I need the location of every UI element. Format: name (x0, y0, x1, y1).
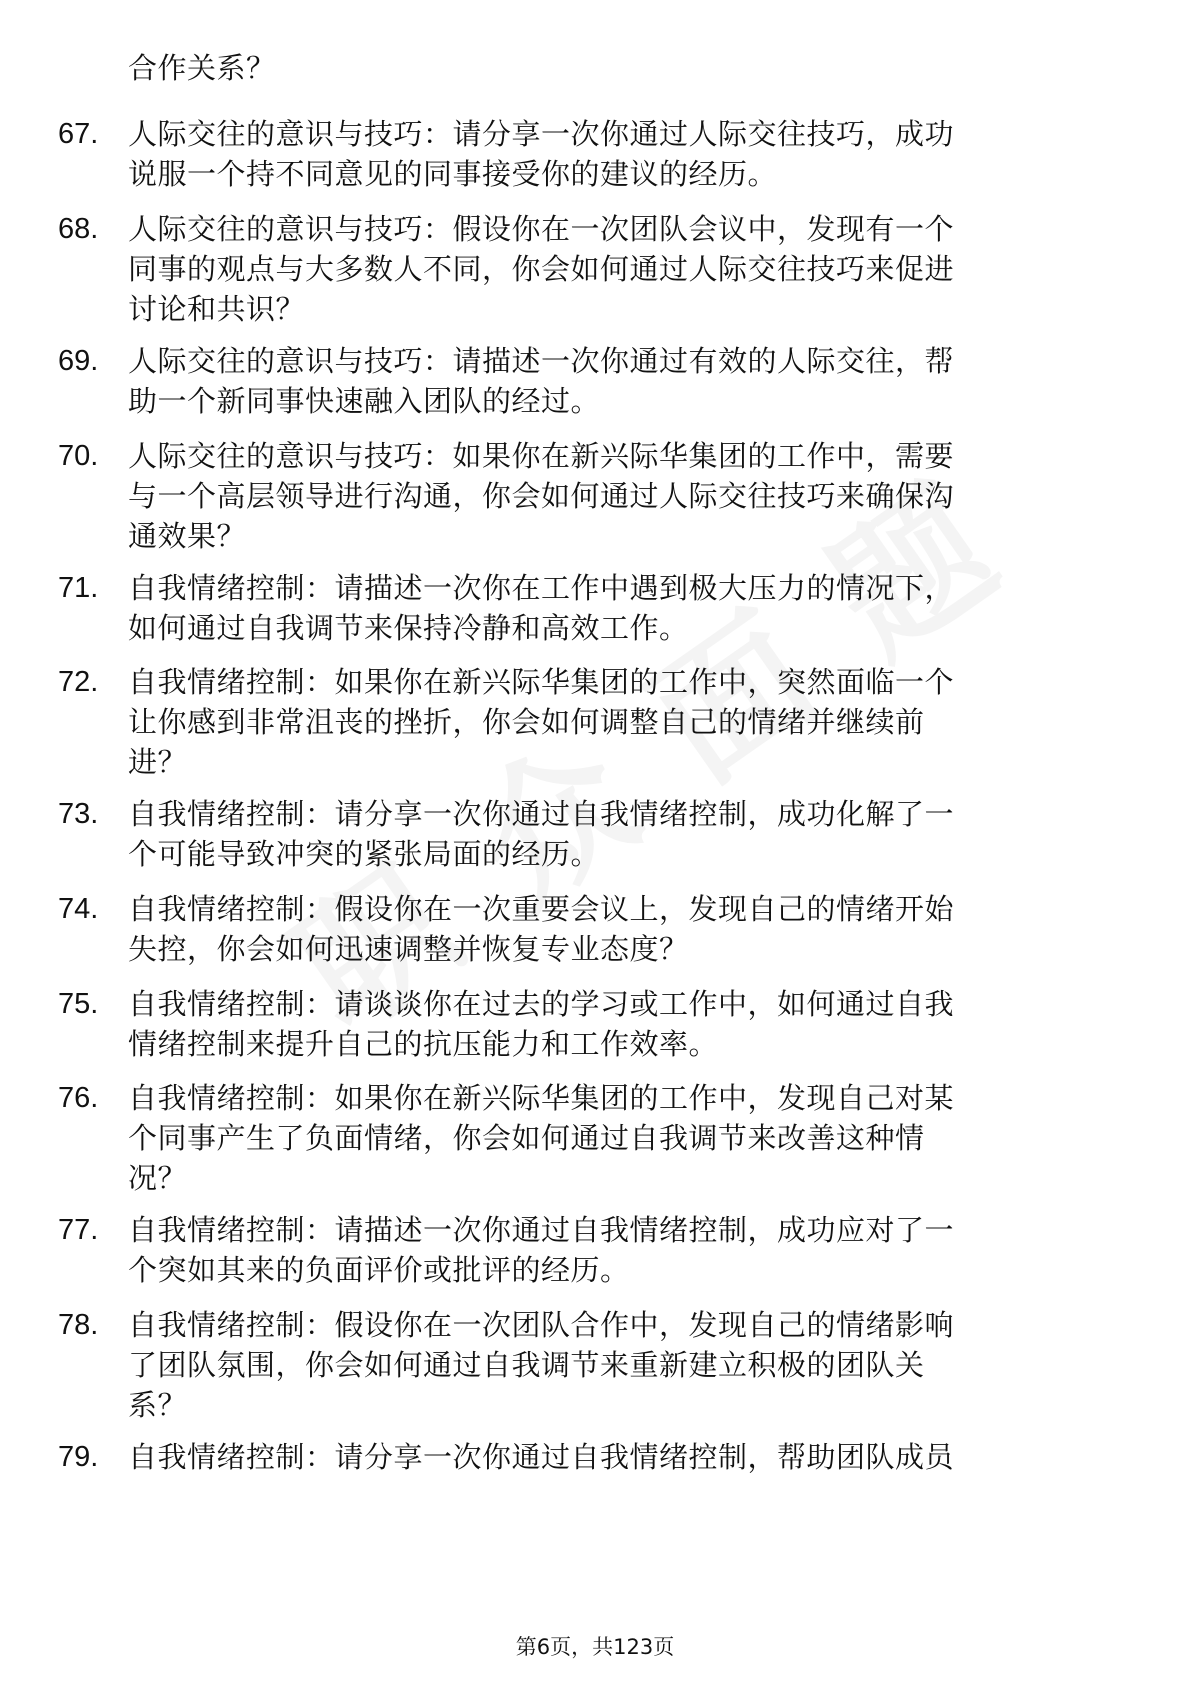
text-line: 自我情绪控制：请描述一次你在工作中遇到极大压力的情况下， (128, 571, 955, 605)
text-line: 与一个高层领导进行沟通，你会如何通过人际交往技巧来确保沟 (128, 479, 955, 513)
question-number: 76. (58, 1082, 99, 1114)
text-line: 人际交往的意识与技巧：假设你在一次团队会议中，发现有一个 (128, 212, 955, 246)
question-number: 75. (58, 988, 99, 1020)
question-number: 68. (58, 213, 99, 245)
text-line: 合作关系？ (128, 51, 276, 85)
text-line: 自我情绪控制：请分享一次你通过自我情绪控制，帮助团队成员 (128, 1440, 955, 1474)
text-line: 失控，你会如何迅速调整并恢复专业态度？ (128, 932, 689, 966)
text-line: 情绪控制来提升自己的抗压能力和工作效率。 (128, 1027, 719, 1061)
page-number: 第6页，共123页 (515, 1635, 675, 1659)
text-line: 如何通过自我调节来保持冷静和高效工作。 (128, 611, 689, 645)
question-text (128, 568, 1108, 648)
text-line: 同事的观点与大多数人不同，你会如何通过人际交往技巧来促进 (128, 252, 955, 286)
question-text (128, 209, 1108, 329)
text-line: 系？ (128, 1388, 188, 1422)
text-line: 自我情绪控制：请分享一次你通过自我情绪控制，成功化解了一 (128, 797, 955, 831)
text-line: 自我情绪控制：如果你在新兴际华集团的工作中，发现自己对某 (128, 1081, 955, 1115)
question-number: 74. (58, 893, 99, 925)
text-line: 让你感到非常沮丧的挫折，你会如何调整自己的情绪并继续前 (128, 705, 925, 739)
question-text (128, 1078, 1108, 1198)
text-line: 个可能导致冲突的紧张局面的经历。 (128, 837, 601, 871)
text-line: 自我情绪控制：请描述一次你通过自我情绪控制，成功应对了一 (128, 1213, 955, 1247)
text-line: 自我情绪控制：假设你在一次重要会议上，发现自己的情绪开始 (128, 892, 955, 926)
question-text (128, 1437, 1108, 1477)
question-text (128, 114, 1108, 194)
text-line: 人际交往的意识与技巧：请分享一次你通过人际交往技巧，成功 (128, 117, 955, 151)
question-text (128, 436, 1108, 556)
text-line: 自我情绪控制：如果你在新兴际华集团的工作中，突然面临一个 (128, 665, 955, 699)
text-line: 了团队氛围，你会如何通过自我调节来重新建立积极的团队关 (128, 1348, 925, 1382)
text-line: 通效果？ (128, 519, 247, 553)
question-text (128, 341, 1108, 421)
text-line: 况？ (128, 1161, 188, 1195)
question-text (128, 984, 1108, 1064)
text-line: 自我情绪控制：假设你在一次团队合作中，发现自己的情绪影响 (128, 1308, 955, 1342)
question-text (128, 1305, 1108, 1425)
text-line: 说服一个持不同意见的同事接受你的建议的经历。 (128, 157, 778, 191)
text-line: 讨论和共识？ (128, 292, 306, 326)
question-text (128, 1210, 1108, 1290)
text-line: 进？ (128, 745, 188, 779)
question-number: 78. (58, 1309, 99, 1341)
text-line: 人际交往的意识与技巧：请描述一次你通过有效的人际交往，帮 (128, 344, 955, 378)
question-number: 79. (58, 1441, 99, 1473)
question-text (128, 889, 1108, 969)
text-line: 人际交往的意识与技巧：如果你在新兴际华集团的工作中，需要 (128, 439, 955, 473)
question-text (128, 662, 1108, 782)
text-line: 助一个新同事快速融入团队的经过。 (128, 384, 601, 418)
question-number: 73. (58, 798, 99, 830)
text-line: 个突如其来的负面评价或批评的经历。 (128, 1253, 630, 1287)
question-number: 72. (58, 666, 99, 698)
question-number: 67. (58, 118, 99, 150)
question-number: 77. (58, 1214, 99, 1246)
text-line: 个同事产生了负面情绪，你会如何通过自我调节来改善这种情 (128, 1121, 925, 1155)
question-number: 69. (58, 345, 99, 377)
question-number: 71. (58, 572, 99, 604)
text-line: 自我情绪控制：请谈谈你在过去的学习或工作中，如何通过自我 (128, 987, 955, 1021)
question-number: 70. (58, 440, 99, 472)
question-text (128, 794, 1108, 874)
